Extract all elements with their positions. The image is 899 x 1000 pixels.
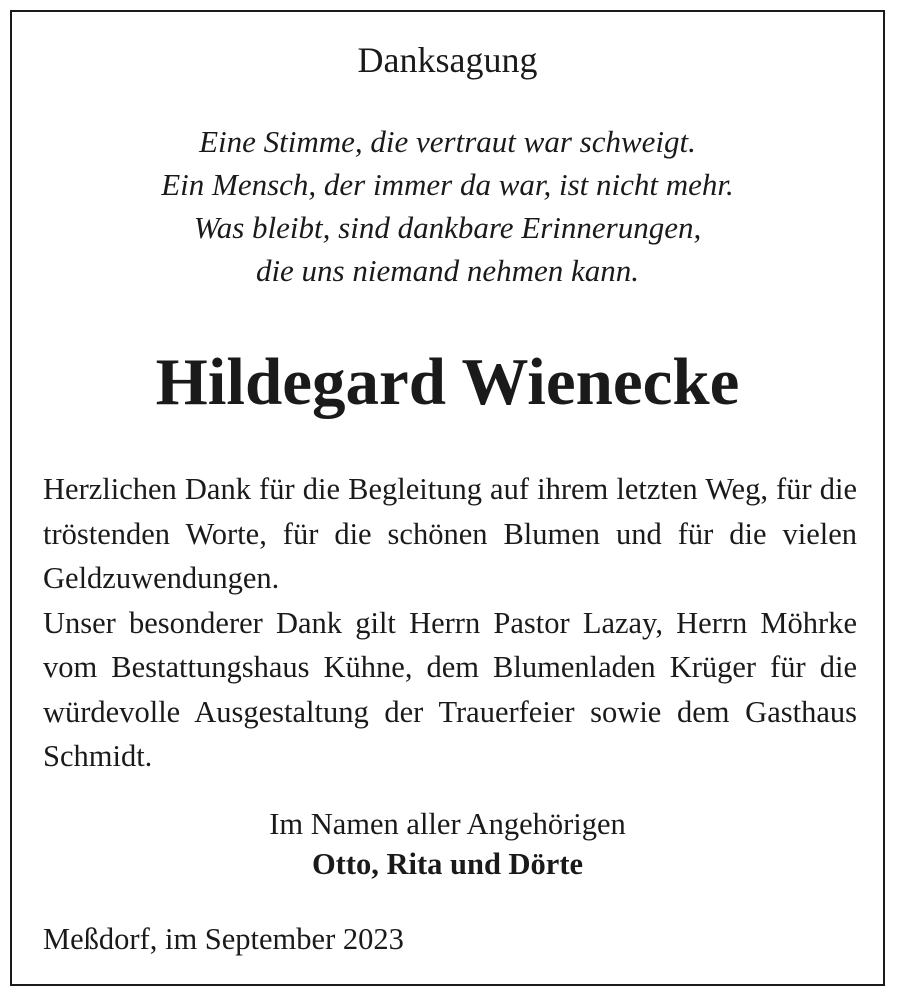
signature-intro: Im Namen aller Angehörigen (269, 807, 626, 841)
signature-names: Otto, Rita und Dörte (311, 847, 584, 881)
thanks-paragraph: Unser besonderer Dank gilt Herrn Pastor Lazay, Herrn Möhrke vom Bestattungshaus Kühne, dem Blumenladen Krüger für die würdevolle Ausgestaltung der Trauerfeier sowie dem Gasthaus Schmidt. (43, 605, 857, 773)
place-date: Meßdorf, im September 2023 (43, 922, 404, 956)
obituary-notice (10, 10, 885, 986)
poem-line: Was bleibt, sind dankbare Erinnerungen, (193, 210, 702, 245)
thanks-text (43, 467, 857, 779)
poem-line: Eine Stimme, die vertraut war schweigt. (199, 124, 696, 159)
memorial-poem (12, 120, 883, 292)
notice-heading: Danksagung (357, 40, 538, 80)
signature-block (12, 804, 883, 884)
poem-line: Ein Mensch, der immer da war, ist nicht mehr. (161, 167, 734, 202)
thanks-paragraph: Herzlichen Dank für die Begleitung auf ihrem letzten Weg, für die tröstenden Worte, für die schönen Blumen und für die vielen Geldzuwendungen. (43, 472, 857, 595)
deceased-name: Hildegard Wienecke (155, 345, 740, 419)
poem-line: die uns niemand nehmen kann. (255, 253, 640, 288)
